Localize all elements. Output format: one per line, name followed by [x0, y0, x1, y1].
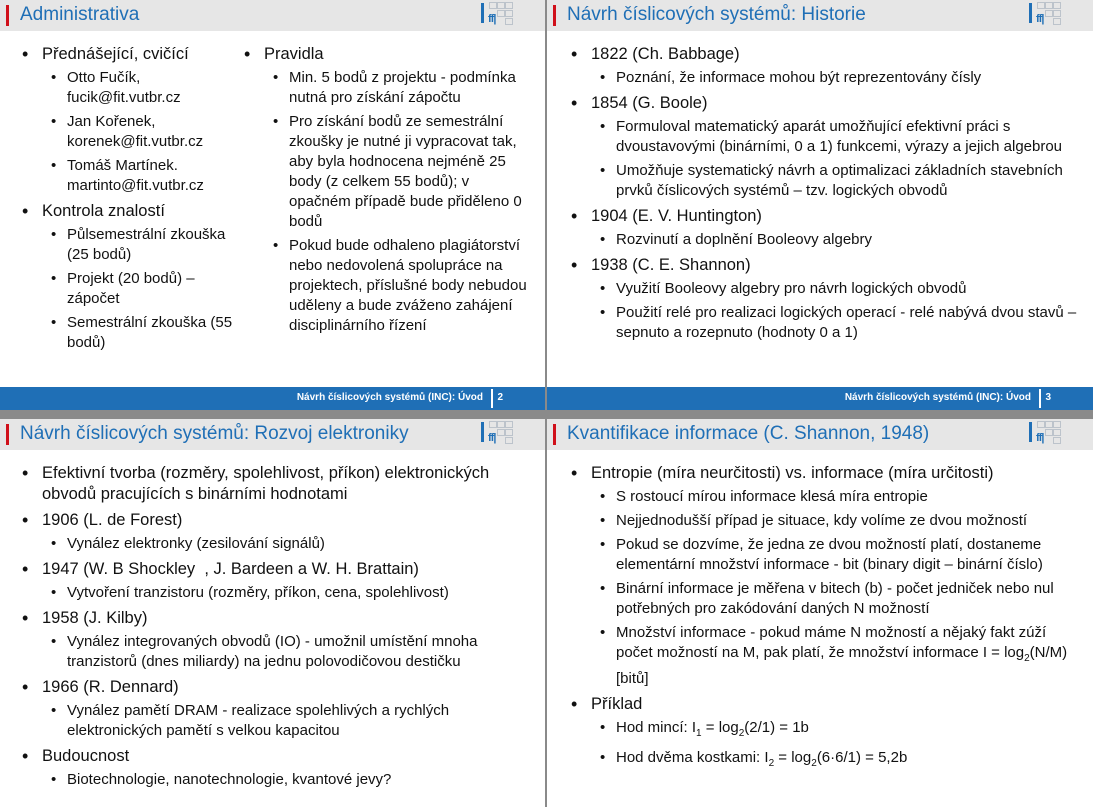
list-item: • Pokud bude odhaleno plagiátorství nebo nedovolená spolupráce na projektech, příslušné body nebudou uděleny a bude zváženo zahájení disciplinárního řízení: [264, 236, 534, 336]
slide-rozvoj-elektroniky: [0, 419, 545, 807]
header-accent: [6, 5, 9, 26]
slide-header: [547, 419, 1093, 450]
footer-text: Návrh číslicových systémů (INC): Úvod: [296, 392, 483, 403]
list-item: • Umožňuje systematický návrh a optimalizaci základních stavebních prvků číslicových systémů – tzv. logických obvodů: [591, 161, 1086, 201]
list-item: • S rostoucí mírou informace klesá míra entropie: [591, 487, 1081, 507]
list-item: • Tomáš Martínek. martinto@fit.vutbr.cz: [42, 156, 242, 196]
list-item: • Množství informace - pokud máme N možností a nějaký fakt zúží počet možností na M, pak platí, že množství informace $I = \log_2(N/M)$ [bitů]: [591, 623, 1081, 689]
list-item: • Min. 5 bodů z projektu - podmínka nutná pro získání zápočtu: [264, 68, 534, 108]
list-item: • Vynález integrovaných obvodů (IO) - umožnil umístění mnoha tranzistorů (dnes miliardy) na jednu polovodičovou destičku: [42, 632, 537, 672]
slide-title: Kvantifikace informace (C. Shannon, 1948): [567, 423, 930, 444]
list-item: • Budoucnost • Biotechnologie, nanotechnologie, kvantové jevy?: [22, 746, 537, 790]
list-item: • 1938 (C. E. Shannon) • Využití Booleovy algebry pro návrh logických obvodů • Použití relé pro realizaci logických operací - relé nabývá dvou stavů – sepnuto a rozepnuto (hodnoty 0 a 1): [571, 255, 1086, 343]
list-item: • Projekt (20 bodů) – zápočet: [42, 269, 242, 309]
page-number: 2: [497, 392, 503, 403]
fit-logo-icon: ff|: [481, 421, 521, 447]
slide-header: [0, 419, 545, 450]
list-item: • Nejjednodušší případ je situace, kdy volíme ze dvou možností: [591, 511, 1081, 531]
slide-historie: [547, 0, 1093, 410]
list-item: • Hod dvěma kostkami: $I_2 = \log_2(6\cdot 6/1) = 5,2b$: [591, 748, 1081, 774]
list-item: • Využití Booleovy algebry pro návrh logických obvodů: [591, 279, 1086, 299]
list-item: • Hod mincí: $I_1 = \log_2(2/1) = 1b$: [591, 718, 1081, 744]
list-item: • Biotechnologie, nanotechnologie, kvantové jevy?: [42, 770, 537, 790]
list-item: • 1906 (L. de Forest) • Vynález elektronky (zesilování signálů): [22, 510, 537, 554]
list-item: • 1854 (G. Boole) • Formuloval matematický aparát umožňující efektivní práci s dvoustavovými (binárními, 0 a 1) funkcemi, výrazy a jejich algebrou • Umožňuje systematický návrh a optimalizaci základních stavebních prvků číslicových systémů – tzv. logických obvodů: [571, 93, 1086, 201]
list-item: • 1966 (R. Dennard) • Vynález pamětí DRAM - realizace spolehlivých a rychlých elektronických pamětí s velkou kapacitou: [22, 677, 537, 741]
list-item: • Vynález elektronky (zesilování signálů): [42, 534, 537, 554]
slide-title: Administrativa: [20, 4, 140, 25]
list-item: • Příklad • Hod mincí: $I_1 = \log_2(2/1) = 1b$ • Hod dvěma kostkami: $I_2 = \log_2(6\cdot 6/1) = 5,2b$: [571, 694, 1081, 774]
list-item: • Pro získání bodů ze semestrální zkoušky je nutné ji vypracovat tak, aby byla hodnocena nejméně 25 body (z celkem 55 bodů); v opačném případě bude přiděleno 0 bodů: [264, 112, 534, 232]
list-item: • Kontrola znalostí • Půlsemestrální zkouška (25 bodů) • Projekt (20 bodů) – zápočet • Semestrální zkouška (55 bodů): [22, 201, 242, 353]
list-item: • Semestrální zkouška (55 bodů): [42, 313, 242, 353]
list-item: • Pokud se dozvíme, že jedna ze dvou možností platí, dostaneme elementární množství informace - bit (binary digit – binární číslo): [591, 535, 1081, 575]
fit-logo-icon: ff|: [1029, 2, 1069, 28]
header-accent: [6, 424, 9, 445]
list-item: • 1947 (W. B Shockley , J. Bardeen a W. H. Brattain) • Vytvoření tranzistoru (rozměry, příkon, cena, spolehlivost): [22, 559, 537, 603]
list-item: • Vytvoření tranzistoru (rozměry, příkon, cena, spolehlivost): [42, 583, 537, 603]
list-item: • Entropie (míra neurčitosti) vs. informace (míra určitosti) • S rostoucí mírou informace klesá míra entropie • Nejjednodušší případ je situace, kdy volíme ze dvou možností • Pokud se dozvíme, že jedna ze dvou možností platí, dostaneme elementární množství informace - bit (binary digit – binární číslo) • Binární informace je měřena v bitech (b) - počet jedniček nebo nul potřebných pro zakódování daných N možností • Množství informace - pokud máme N možností a nějaký fakt zúží počet možností na M, pak platí, že množství informace $I = \log_2(N/M)$ [bitů]: [571, 463, 1081, 689]
list-item: • Otto Fučík, fucik@fit.vutbr.cz: [42, 68, 242, 108]
list-item: • Pravidla • Min. 5 bodů z projektu - podmínka nutná pro získání zápočtu • Pro získání bodů ze semestrální zkoušky je nutné ji vypracovat tak, aby byla hodnocena nejméně 25 body (z celkem 55 bodů); v opačném případě bude přiděleno 0 bodů • Pokud bude odhaleno plagiátorství nebo nedovolená spolupráce na projektech, příslušné body nebudou uděleny a bude zváženo zahájení disciplinárního řízení: [244, 44, 534, 336]
slide-kvantifikace-informace: [547, 419, 1093, 807]
list-item: • Použití relé pro realizaci logických operací - relé nabývá dvou stavů – sepnuto a rozepnuto (hodnoty 0 a 1): [591, 303, 1086, 343]
list-item: • 1822 (Ch. Babbage) • Poznání, že informace mohou být reprezentovány čísly: [571, 44, 1086, 88]
list-item: • Vynález pamětí DRAM - realizace spolehlivých a rychlých elektronických pamětí s velkou kapacitou: [42, 701, 537, 741]
list-item: • Jan Kořenek, korenek@fit.vutbr.cz: [42, 112, 242, 152]
slide-header: [0, 0, 545, 31]
list-item: • Přednášející, cvičící • Otto Fučík, fucik@fit.vutbr.cz • Jan Kořenek, korenek@fit.vutbr.cz • Tomáš Martínek. martinto@fit.vutbr.cz: [22, 44, 242, 196]
list-item: • Binární informace je měřena v bitech (b) - počet jedniček nebo nul potřebných pro zakódování daných N možností: [591, 579, 1081, 619]
list-item: • Půlsemestrální zkouška (25 bodů): [42, 225, 242, 265]
fit-logo-icon: ff|: [481, 2, 521, 28]
list-item: • Poznání, že informace mohou být reprezentovány čísly: [591, 68, 1086, 88]
list-item: • Rozvinutí a doplnění Booleovy algebry: [591, 230, 1086, 250]
header-accent: [553, 5, 556, 26]
header-accent: [553, 424, 556, 445]
footer-text: Návrh číslicových systémů (INC): Úvod: [844, 392, 1031, 403]
slide-header: [547, 0, 1093, 31]
slide-title: Návrh číslicových systémů: Rozvoj elektroniky: [20, 423, 409, 444]
list-item: • 1904 (E. V. Huntington) • Rozvinutí a doplnění Booleovy algebry: [571, 206, 1086, 250]
list-item: • 1958 (J. Kilby) • Vynález integrovaných obvodů (IO) - umožnil umístění mnoha tranzistorů (dnes miliardy) na jednu polovodičovou destičku: [22, 608, 537, 672]
fit-logo-icon: ff|: [1029, 421, 1069, 447]
list-item: • Formuloval matematický aparát umožňující efektivní práci s dvoustavovými (binárními, 0 a 1) funkcemi, výrazy a jejich algebrou: [591, 117, 1086, 157]
page-number: 3: [1045, 392, 1051, 403]
slide-footer: [0, 387, 545, 410]
slide-title: Návrh číslicových systémů: Historie: [567, 4, 866, 25]
slide-administrativa: [0, 0, 545, 410]
list-item: • Efektivní tvorba (rozměry, spolehlivost, příkon) elektronických obvodů pracujících s binárními hodnotami: [22, 463, 537, 505]
slide-footer: [547, 387, 1093, 410]
